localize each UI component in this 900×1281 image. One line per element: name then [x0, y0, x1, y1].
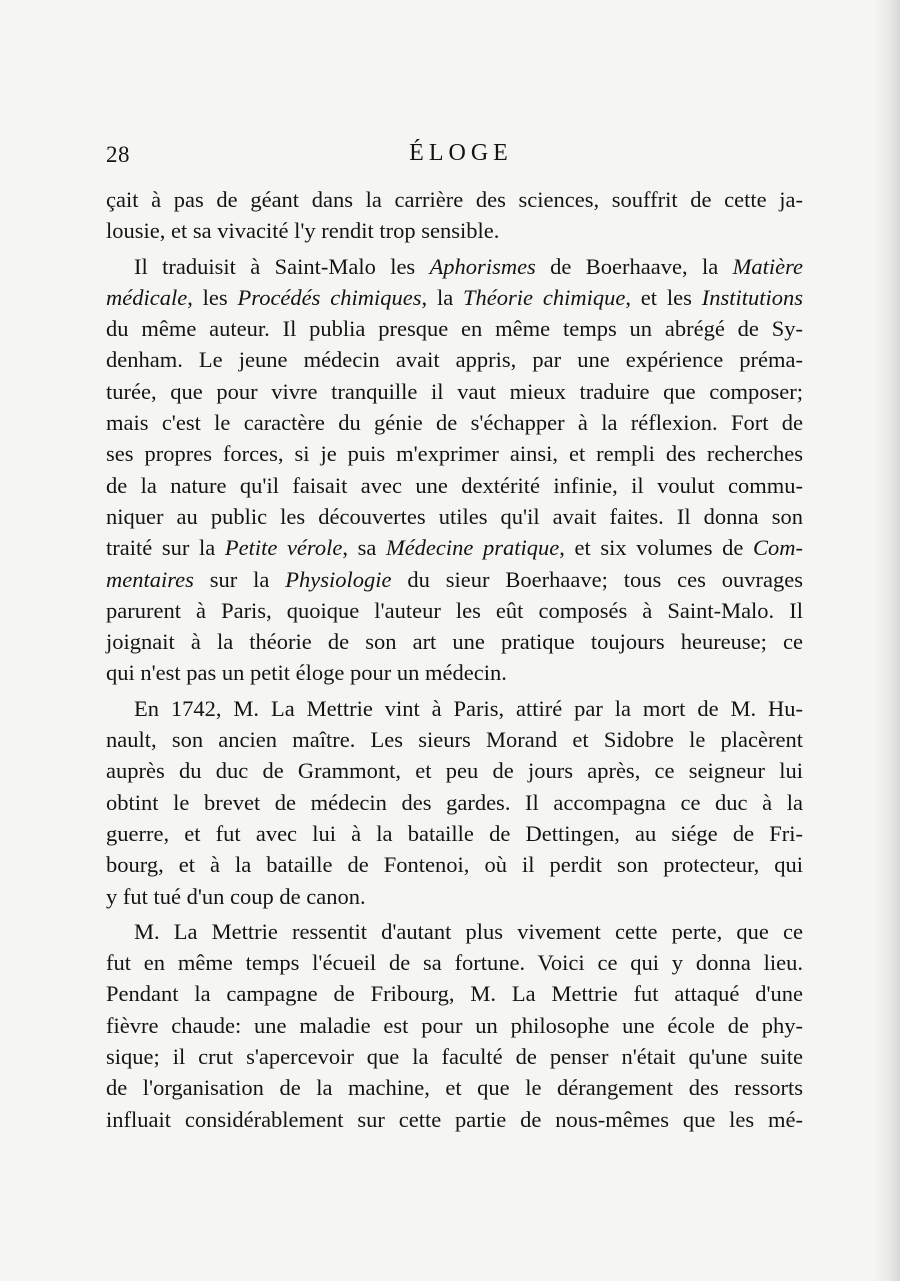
text-run: ses propres forces, si je puis m'exprimer ainsi, et rempli des recherches: [106, 441, 803, 467]
text-run: niquer au public les découvertes utiles qu'il avait faites. Il donna son: [106, 503, 803, 529]
text-run: joignait à la théorie de son art une pratique toujours heureuse; ce: [106, 629, 803, 655]
italic-title: Procédés chimiques: [237, 284, 422, 310]
text-run: , et les: [625, 284, 702, 310]
italic-title: Aphorismes: [429, 253, 536, 279]
text-run: , et six volumes de: [559, 535, 753, 561]
text-run: çait à pas de géant dans la carrière des sciences, souffrit de cette ja-: [106, 187, 803, 212]
text-run: denham. Le jeune médecin avait appris, par une expérience préma-: [106, 347, 803, 373]
text-line: [106, 881, 803, 912]
italic-title: Institutions: [701, 284, 803, 310]
text-run: de la nature qu'il faisait avec une dextérité infinie, il voulut commu-: [106, 472, 803, 498]
text-line: [106, 407, 803, 438]
text-run: qui n'est pas un petit éloge pour un médecin.: [106, 660, 507, 686]
text-run: mais c'est le caractère du génie de s'échapper à la réflexion. Fort de: [106, 410, 803, 436]
italic-title: Com-: [753, 535, 803, 561]
text-line: [106, 947, 803, 978]
text-run: , les: [187, 284, 238, 310]
text-run: fièvre chaude: une maladie est pour un philosophe une école de phy-: [106, 1012, 803, 1038]
text-line: [106, 693, 803, 724]
text-run: sique; il crut s'apercevoir que la faculté de penser n'était qu'une suite: [106, 1044, 803, 1070]
text-run: de Boerhaave, la: [535, 253, 733, 279]
text-run: de l'organisation de la machine, et que le dérangement des ressorts: [106, 1075, 803, 1101]
text-line: [106, 184, 803, 215]
text-line: [106, 215, 803, 246]
text-run: parurent à Paris, quoique l'auteur les eût composés à Saint-Malo. Il: [106, 597, 803, 623]
text-run: bourg, et à la bataille de Fontenoi, où il perdit son protecteur, qui: [106, 852, 803, 878]
text-line: [106, 1041, 803, 1072]
running-title: ÉLOGE: [409, 140, 513, 166]
text-line: [106, 470, 803, 501]
text-run: , sa: [342, 535, 386, 561]
text-line: [106, 626, 803, 657]
text-line: [106, 787, 803, 818]
text-run: M. La Mettrie ressentit d'autant plus vivement cette perte, que ce: [134, 918, 803, 944]
text-line: [106, 1010, 803, 1041]
text-line: [106, 532, 803, 563]
text-line: [106, 501, 803, 532]
page-edge-shadow: [874, 0, 900, 1281]
text-line: [106, 818, 803, 849]
italic-title: mentaires: [106, 566, 194, 592]
text-line: [106, 978, 803, 1009]
text-line: [106, 282, 803, 313]
text-run: influait considérablement sur cette partie de nous-mêmes que les mé-: [106, 1106, 803, 1132]
text-line: [106, 344, 803, 375]
italic-title: Théorie chimique: [463, 284, 626, 310]
text-run: En 1742, M. La Mettrie vint à Paris, attiré par la mort de M. Hu-: [134, 695, 803, 721]
text-run: sur la: [193, 566, 286, 592]
text-run: Pendant la campagne de Fribourg, M. La Mettrie fut attaqué d'une: [106, 981, 803, 1007]
italic-title: Matière: [732, 253, 803, 279]
page-number: 28: [106, 142, 130, 167]
text-run: traité sur la: [106, 535, 225, 561]
text-line: [106, 595, 803, 626]
text-run: auprès du duc de Grammont, et peu de jours après, ce seigneur lui: [106, 758, 803, 784]
text-line: [106, 849, 803, 880]
text-run: Il traduisit à Saint-Malo les: [134, 253, 430, 279]
text-run: obtint le brevet de médecin des gardes. Il accompagna ce duc à la: [106, 789, 803, 815]
text-line: [106, 313, 803, 344]
body-text: [106, 184, 803, 1135]
text-run: guerre, et fut avec lui à la bataille de Dettingen, au siége de Fri-: [106, 820, 803, 846]
text-line: [106, 438, 803, 469]
text-line: [106, 724, 803, 755]
text-run: du sieur Boerhaave; tous ces ouvrages: [391, 566, 803, 592]
italic-title: Médecine pratique: [385, 535, 560, 561]
text-line: [106, 755, 803, 786]
italic-title: médicale: [106, 284, 188, 310]
text-run: y fut tué d'un coup de canon.: [106, 883, 366, 909]
text-run: du même auteur. Il publia presque en même temps un abrégé de Sy-: [106, 316, 803, 342]
text-run: turée, que pour vivre tranquille il vaut mieux traduire que composer;: [106, 378, 803, 404]
text-line: [106, 1072, 803, 1103]
running-head: [106, 138, 804, 174]
text-line: [106, 564, 803, 595]
text-line: [106, 657, 803, 688]
text-run: nault, son ancien maître. Les sieurs Morand et Sidobre le placèrent: [106, 727, 803, 753]
text-run: lousie, et sa vivacité l'y rendit trop sensible.: [106, 218, 500, 244]
text-line: [106, 251, 803, 282]
text-line: [106, 376, 803, 407]
text-line: [106, 1104, 803, 1135]
text-run: fut en même temps l'écueil de sa fortune. Voici ce qui y donna lieu.: [106, 950, 803, 976]
italic-title: Petite vérole: [224, 535, 343, 561]
text-line: [106, 916, 803, 947]
text-run: , la: [421, 284, 464, 310]
italic-title: Physiologie: [285, 566, 392, 592]
